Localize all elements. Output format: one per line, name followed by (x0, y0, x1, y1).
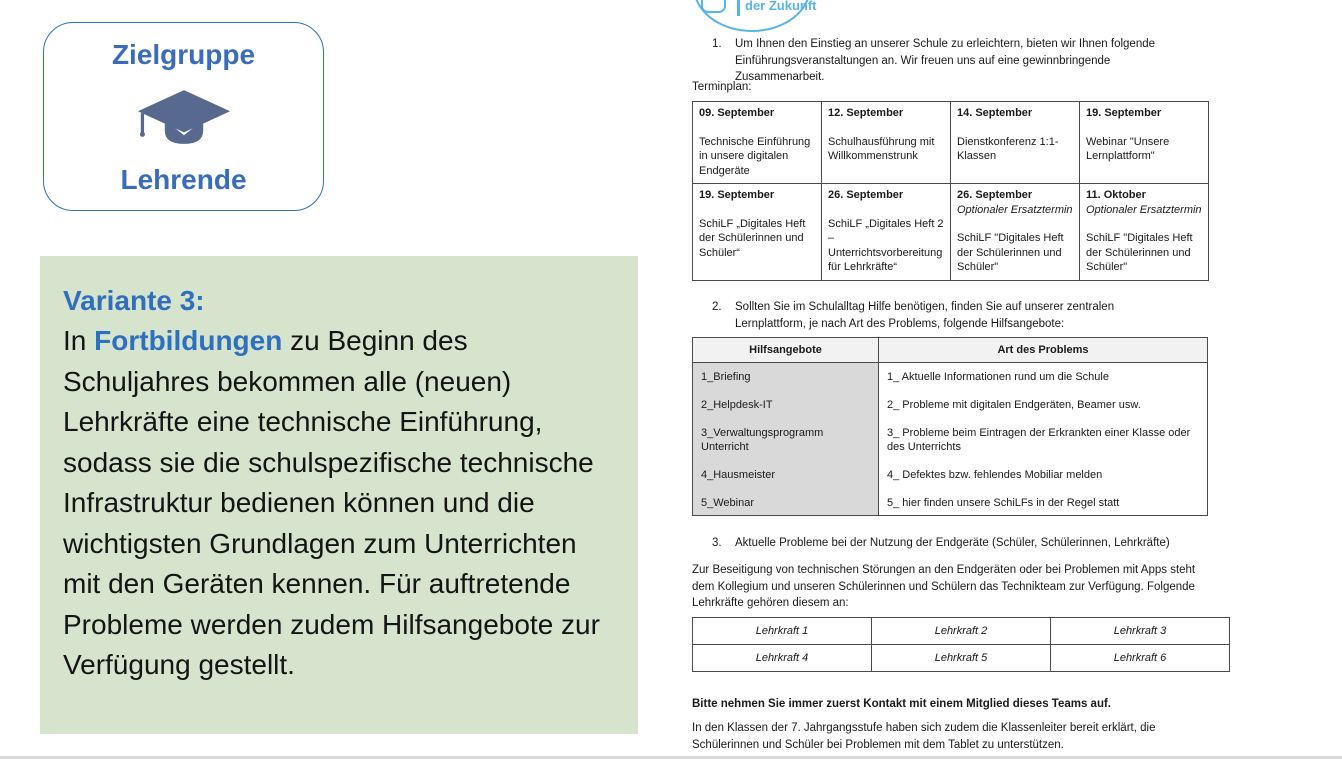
schedule-date: 12. September (828, 107, 904, 119)
schedule-desc: SchiLF „Digitales Heft 2 – Unterrichtsvorbereitung für Lehrkräfte“ (828, 217, 944, 273)
bottom-divider (0, 756, 1342, 759)
schedule-date: 19. September (1086, 107, 1162, 119)
teacher-cell: Lehrkraft 6 (1051, 645, 1230, 672)
help-problem-cell: 1_ Aktuelle Informationen rund um die Schule (879, 363, 1208, 392)
list-item-3 (692, 535, 1187, 552)
table-row (693, 419, 1208, 461)
school-logo-text: der Zukunft (745, 0, 817, 13)
teacher-cell: Lehrkraft 5 (872, 645, 1051, 672)
schedule-desc: Dienstkonferenz 1:1-Klassen (957, 135, 1059, 162)
schedule-note: Optionaler Ersatztermin (1086, 203, 1202, 216)
table-row (693, 489, 1208, 516)
table-row (693, 102, 1209, 184)
schedule-desc: Webinar "Unsere Lernplattform" (1086, 135, 1170, 162)
help-problem-cell: 2_ Probleme mit digitalen Endgeräten, Beamer usw. (879, 391, 1208, 419)
target-group-card (43, 22, 324, 211)
schedule-table (692, 101, 1209, 281)
schedule-desc: Schulhausführung mit Willkommenstrunk (828, 135, 935, 162)
schedule-cell (693, 184, 822, 281)
schedule-desc: SchiLF "Digitales Heft der Schülerinnen und Schüler" (1086, 232, 1193, 273)
teacher-cell: Lehrkraft 1 (693, 618, 872, 645)
tech-team-paragraph: Zur Beseitigung von technischen Störungen an den Endgeräten oder bei Problemen mit Apps steht dem Kollegium und unseren Schülerinnen und Schülern das Technikteam zur Verfügung. Folgende Lehrkräfte gehören diesem an: (692, 564, 1196, 609)
table-row (693, 391, 1208, 419)
help-offer-cell: 4_Hausmeister (693, 461, 879, 489)
list-text: Um Ihnen den Einstieg an unserer Schule zu erleichtern, bieten wir Ihnen folgende Einführungsveranstaltungen an. Wir freuen uns auf eine gewinnbringende Zusammenarbeit. (735, 38, 1156, 83)
column-header: Art des Problems (879, 338, 1208, 363)
schedule-date: 26. September (957, 189, 1033, 201)
schedule-date: 09. September (699, 107, 775, 119)
schedule-cell (951, 102, 1080, 184)
help-problem-cell: 4_ Defektes bzw. fehlendes Mobiliar melden (879, 461, 1208, 489)
table-row (693, 184, 1209, 281)
terminplan-label: Terminplan: (692, 81, 752, 93)
document-page (692, 0, 1208, 766)
variant-heading: Variante 3: (63, 285, 205, 316)
help-problem-cell: 5_ hier finden unsere SchiLFs in der Regel statt (879, 489, 1208, 516)
closing-paragraph: In den Klassen der 7. Jahrgangsstufe haben sich zudem die Klassenleiter bereit erklärt, die Schülerinnen und Schüler bei Problemen mit dem Tablet zu unterstützen. (692, 722, 1156, 751)
contact-note: Bitte nehmen Sie immer zuerst Kontakt mit einem Mitglied dieses Teams auf. (692, 698, 1112, 710)
schedule-cell (951, 184, 1080, 281)
table-row (693, 618, 1230, 645)
list-number: 3. (712, 537, 722, 549)
list-text: Sollten Sie im Schulalltag Hilfe benötigen, finden Sie auf unserer zentralen Lernplattform, je nach Art des Problems, folgende Hilfsangebote: (735, 301, 1115, 330)
schedule-date: 19. September (699, 189, 775, 201)
target-group-subtitle: Lehrende (120, 164, 247, 195)
help-problem-cell: 3_ Probleme beim Eintragen der Erkrankten einer Klasse oder des Unterrichts (879, 419, 1208, 461)
variant-text-prefix: In (63, 325, 95, 356)
schedule-cell (1080, 102, 1209, 184)
schedule-cell (1080, 184, 1209, 281)
help-offer-cell: 2_Helpdesk-IT (693, 391, 879, 419)
graduation-cap-icon (136, 89, 232, 147)
schedule-date: 14. September (957, 107, 1033, 119)
table-row (693, 461, 1208, 489)
list-number: 2. (712, 301, 722, 313)
teachers-table (692, 617, 1230, 672)
schedule-date: 11. Oktober (1086, 189, 1146, 201)
table-row (693, 363, 1208, 392)
list-number: 1. (712, 38, 722, 50)
teacher-cell: Lehrkraft 3 (1051, 618, 1230, 645)
list-item-2 (692, 299, 1187, 332)
school-logo-divider (737, 0, 740, 16)
variant-text-highlight: Fortbildungen (94, 325, 283, 356)
variant-note (40, 256, 638, 734)
column-header: Hilfsangebote (693, 338, 879, 363)
schedule-note: Optionaler Ersatztermin (957, 203, 1073, 216)
schedule-desc: Technische Einführung in unsere digitalen Endgeräte (699, 135, 811, 177)
help-offer-cell: 1_Briefing (693, 363, 879, 392)
help-offer-cell: 3_Verwaltungsprogramm Unterricht (693, 419, 879, 461)
list-text: Aktuelle Probleme bei der Nutzung der Endgeräte (Schüler, Schülerinnen, Lehrkräfte) (735, 537, 1170, 549)
schedule-cell (693, 102, 822, 184)
help-offer-cell: 5_Webinar (693, 489, 879, 516)
variant-body (63, 321, 616, 686)
table-header-row (693, 338, 1208, 363)
list-item-1 (692, 36, 1187, 86)
schedule-cell (822, 102, 951, 184)
schedule-cell (822, 184, 951, 281)
teacher-cell: Lehrkraft 2 (872, 618, 1051, 645)
schedule-desc: SchiLF "Digitales Heft der Schülerinnen und Schüler" (957, 232, 1064, 273)
schedule-desc: SchiLF „Digitales Heft der Schülerinnen und Schüler“ (699, 217, 806, 259)
teacher-cell: Lehrkraft 4 (693, 645, 872, 672)
target-group-title: Zielgruppe (111, 39, 256, 70)
help-offers-table (692, 337, 1208, 516)
school-logo-tablet-icon (701, 0, 726, 13)
table-row (693, 645, 1230, 672)
schedule-date: 26. September (828, 189, 904, 201)
variant-text-rest: zu Beginn des Schuljahres bekommen alle (neuen) Lehrkräfte eine technische Einführung, sodass sie die schulspezifische technische Infrastruktur bedienen können und die wichtigsten Grundlagen zum Unterrichten mit den Geräten kennen. Für auftretende Probleme werden zudem Hilfsangebote zur Verfügung gestellt. (63, 325, 600, 680)
